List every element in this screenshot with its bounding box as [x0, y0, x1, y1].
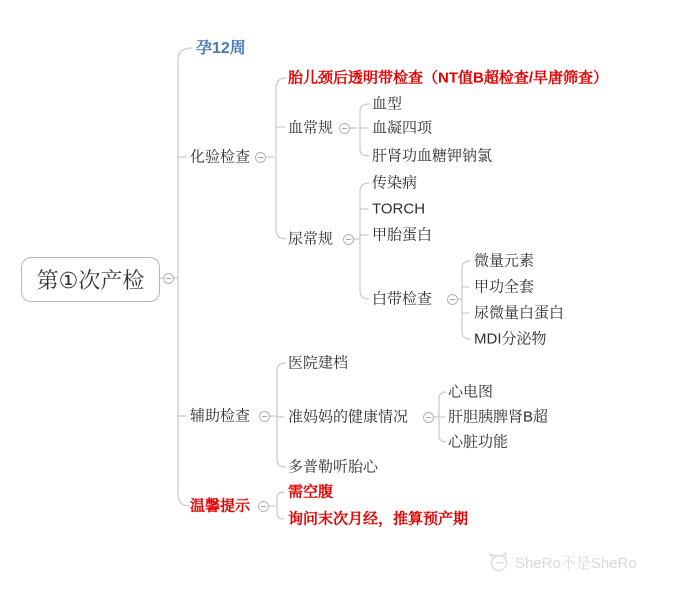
node-mdi-secretion[interactable]: MDI分泌物 — [474, 330, 547, 348]
collapse-button-root[interactable] — [163, 273, 174, 284]
node-week-12[interactable]: 孕12周 — [196, 39, 246, 57]
node-root[interactable]: 第①次产检 — [21, 257, 160, 302]
node-lab-tests[interactable]: 化验检查 — [190, 148, 251, 166]
node-blood-routine[interactable]: 血常规 — [288, 119, 334, 137]
node-hospital-record[interactable]: 医院建档 — [288, 354, 349, 372]
node-infectious-disease[interactable]: 传染病 — [372, 174, 418, 192]
node-urine-routine[interactable]: 尿常规 — [288, 230, 334, 248]
node-heart-function[interactable]: 心脏功能 — [448, 433, 509, 451]
node-tips[interactable]: 温馨提示 — [190, 497, 251, 515]
collapse-button-auxiliary-checks[interactable] — [259, 411, 270, 422]
node-fasting-required[interactable]: 需空腹 — [288, 483, 334, 501]
collapse-button-leukorrhea-test[interactable] — [447, 294, 458, 305]
collapse-button-tips[interactable] — [258, 501, 269, 512]
node-leukorrhea-test[interactable]: 白带检查 — [372, 290, 433, 308]
watermark — [486, 550, 637, 574]
node-last-period-due-date[interactable]: 询问末次月经，推算预产期 — [288, 510, 469, 528]
node-organ-b-ultrasound[interactable]: 肝胆胰脾肾B超 — [448, 408, 549, 426]
node-thyroid-panel[interactable]: 甲功全套 — [474, 278, 535, 296]
node-urine-microalbumin[interactable]: 尿微量白蛋白 — [474, 304, 565, 322]
node-blood-type[interactable]: 血型 — [372, 95, 403, 113]
shero-logo-icon — [486, 550, 510, 574]
node-afp[interactable]: 甲胎蛋白 — [372, 226, 433, 244]
node-torch[interactable]: TORCH — [372, 200, 426, 218]
node-ecg[interactable]: 心电图 — [448, 383, 494, 401]
node-coagulation-panel[interactable]: 血凝四项 — [372, 119, 433, 137]
node-auxiliary-checks[interactable]: 辅助检查 — [190, 407, 251, 425]
node-liver-kidney-panel[interactable]: 肝肾功血糖钾钠氯 — [372, 147, 493, 165]
node-mother-health[interactable]: 准妈妈的健康情况 — [288, 408, 409, 426]
collapse-button-urine-routine[interactable] — [343, 234, 354, 245]
node-nt-check[interactable]: 胎儿颈后透明带检查（NT值B超检查/早唐筛查） — [288, 69, 608, 87]
node-doppler[interactable]: 多普勒听胎心 — [288, 458, 379, 476]
collapse-button-blood-routine[interactable] — [339, 123, 350, 134]
watermark-text: SheRo不是SheRo — [515, 554, 637, 572]
collapse-button-lab-tests[interactable] — [255, 152, 266, 163]
node-trace-elements[interactable]: 微量元素 — [474, 252, 535, 270]
collapse-button-mother-health[interactable] — [423, 412, 434, 423]
